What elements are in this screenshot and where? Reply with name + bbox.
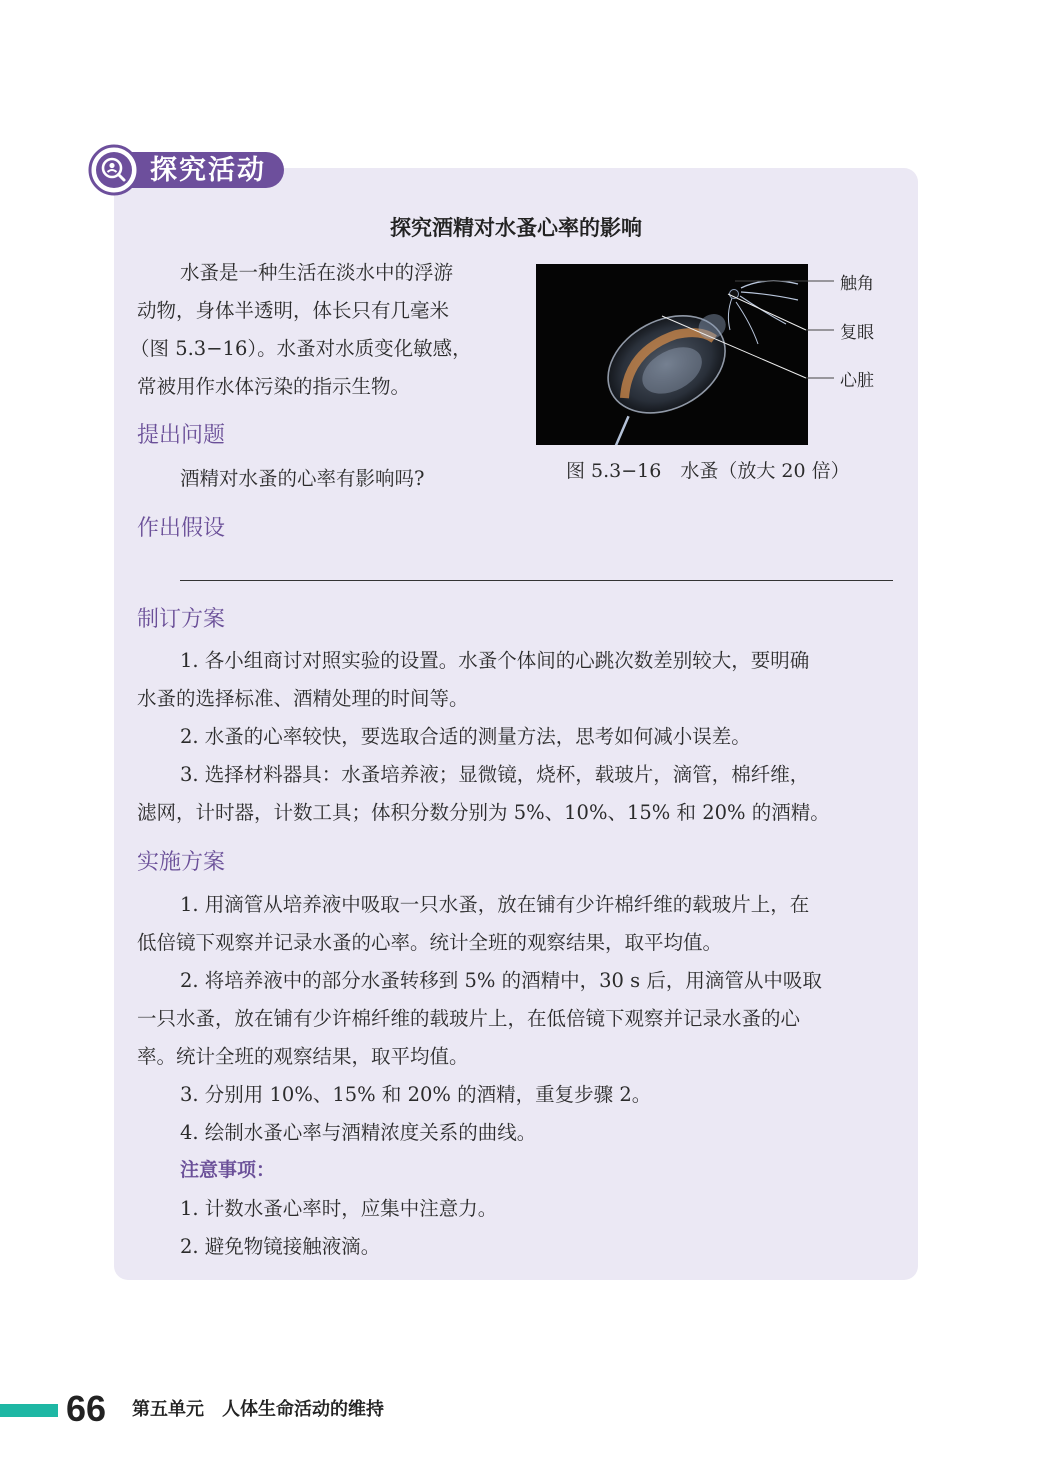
plan-item-1-line-2: 水蚤的选择标准、酒精处理的时间等。 xyxy=(137,687,469,710)
label-heart: 心脏 xyxy=(840,371,874,391)
hypothesis-blank-line xyxy=(180,580,893,581)
activity-title: 探究酒精对水蚤心率的影响 xyxy=(390,216,642,240)
note-item-1: 1. 计数水蚤心率时，应集中注意力。 xyxy=(180,1197,498,1220)
label-compound-eye: 复眼 xyxy=(840,323,874,343)
implement-item-1-line-1: 1. 用滴管从培养液中吸取一只水蚤，放在铺有少许棉纤维的载玻片上，在 xyxy=(180,893,810,916)
implement-item-3: 3. 分别用 10%、15% 和 20% 的酒精，重复步骤 2。 xyxy=(180,1083,652,1106)
plan-item-1-line-1: 1. 各小组商讨对照实验的设置。水蚤个体间的心跳次数差别较大，要明确 xyxy=(180,649,810,672)
footer-accent-bar xyxy=(0,1404,58,1417)
question-text: 酒精对水蚤的心率有影响吗? xyxy=(180,467,425,490)
page-number: 66 xyxy=(66,1388,107,1429)
plan-item-3-line-1: 3. 选择材料器具：水蚤培养液；显微镜，烧杯，载玻片，滴管，棉纤维， xyxy=(180,763,810,786)
implement-item-2-line-2: 一只水蚤，放在铺有少许棉纤维的载玻片上，在低倍镜下观察并记录水蚤的心 xyxy=(137,1007,801,1030)
heading-question: 提出问题 xyxy=(137,423,226,448)
intro-line-4: 常被用作水体污染的指示生物。 xyxy=(137,375,411,398)
heading-hypothesis: 作出假设 xyxy=(137,516,226,541)
implement-item-2-line-1: 2. 将培养液中的部分水蚤转移到 5% 的酒精中，30 s 后，用滴管从中吸取 xyxy=(180,969,822,992)
plan-item-2: 2. 水蚤的心率较快，要选取合适的测量方法，思考如何减小误差。 xyxy=(180,725,751,748)
note-item-2: 2. 避免物镜接触液滴。 xyxy=(180,1235,381,1258)
heading-implement: 实施方案 xyxy=(137,850,226,875)
figure-caption: 图 5.3−16 水蚤（放大 20 倍） xyxy=(566,460,850,482)
badge-label: 探究活动 xyxy=(150,155,266,186)
water-flea-photo xyxy=(536,264,808,445)
implement-item-2-line-3: 率。统计全班的观察结果，取平均值。 xyxy=(137,1045,469,1068)
plan-item-3-line-2: 滤网，计时器，计数工具；体积分数分别为 5%、10%、15% 和 20% 的酒精。 xyxy=(137,801,830,824)
intro-line-1: 水蚤是一种生活在淡水中的浮游 xyxy=(180,261,454,284)
implement-item-4: 4. 绘制水蚤心率与酒精浓度关系的曲线。 xyxy=(180,1121,537,1144)
heading-plan: 制订方案 xyxy=(137,607,226,632)
heading-notes: 注意事项： xyxy=(180,1159,276,1181)
label-antenna: 触角 xyxy=(840,274,874,294)
magnifier-person-icon xyxy=(88,144,140,196)
activity-badge xyxy=(88,144,284,196)
implement-item-1-line-2: 低倍镜下观察并记录水蚤的心率。统计全班的观察结果，取平均值。 xyxy=(137,931,723,954)
intro-line-3: （图 5.3−16）。水蚤对水质变化敏感， xyxy=(130,337,472,360)
intro-line-2: 动物，身体半透明，体长只有几毫米 xyxy=(137,299,450,322)
footer-unit-title: 第五单元 人体生命活动的维持 xyxy=(132,1399,384,1420)
